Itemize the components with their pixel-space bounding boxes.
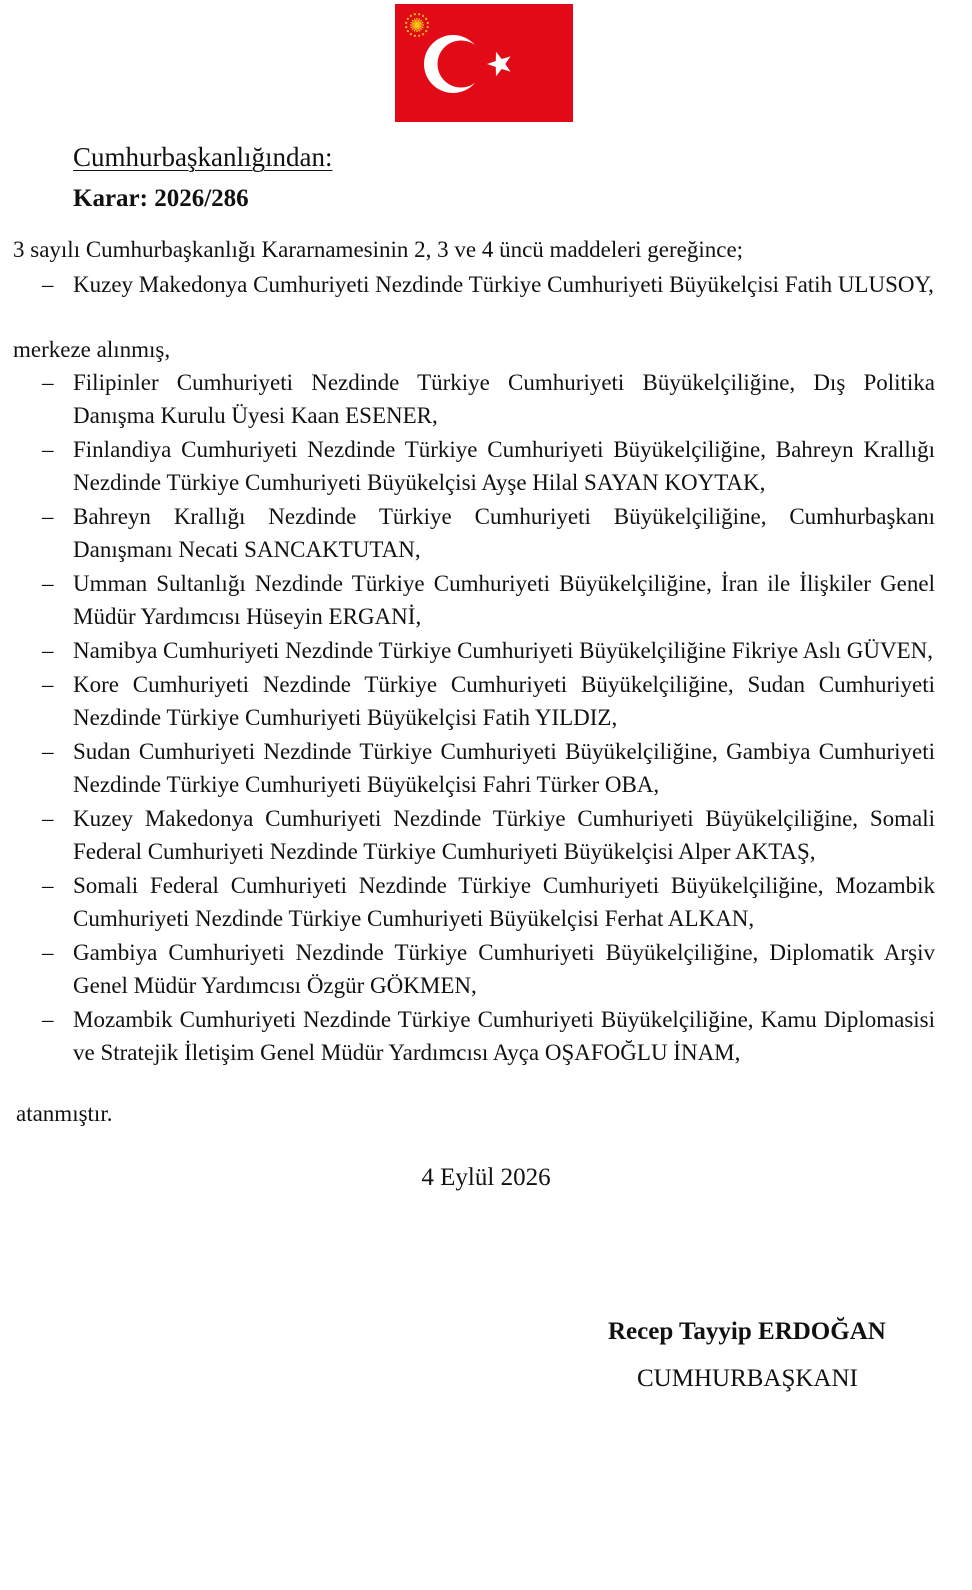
appointments-list: [0, 366, 972, 1070]
list-item: [42, 366, 935, 432]
list-item: [42, 1003, 935, 1069]
list-item: [42, 936, 935, 1002]
intro-paragraph: 3 sayılı Cumhurbaşkanlığı Kararnamesinin 2, 3 ve 4 üncü maddeleri gereğince;: [13, 237, 744, 262]
seal-star: [414, 13, 416, 15]
list-item: [42, 668, 935, 734]
list-item-text: Somali Federal Cumhuriyeti Nezdinde Türkiye Cumhuriyeti Büyükelçiliğine, Mozambik Cumhuriyeti Nezdinde Türkiye Cumhuriyeti Büyükelçisi Ferhat ALKAN,: [73, 873, 935, 931]
dash-marker: –: [42, 571, 54, 596]
seal-star: [425, 18, 427, 20]
seal-ray: [414, 19, 416, 23]
removed-list: [0, 268, 972, 302]
list-item-text: Finlandiya Cumhuriyeti Nezdinde Türkiye Cumhuriyeti Büyükelçiliğine, Bahreyn Krallığı Nezdinde Türkiye Cumhuriyeti Büyükelçisi Ayşe Hilal SAYAN KOYTAK,: [73, 437, 935, 495]
decision-date: 4 Eylül 2026: [421, 1164, 551, 1191]
seal-ray: [412, 20, 415, 23]
list-item-text: Kore Cumhuriyeti Nezdinde Türkiye Cumhuriyeti Büyükelçiliğine, Sudan Cumhuriyeti Nezdinde Türkiye Cumhuriyeti Büyükelçisi Fatih YILDIZ,: [73, 672, 935, 730]
list-item: [42, 634, 935, 667]
seal-sun-core: [414, 22, 420, 28]
seal-star: [407, 18, 409, 20]
dash-marker: –: [42, 437, 54, 462]
seal-star: [422, 33, 424, 35]
dash-marker: –: [42, 1007, 54, 1032]
seal-star: [410, 33, 412, 35]
list-item-text: Namibya Cumhuriyeti Nezdinde Türkiye Cumhuriyeti Büyükelçiliğine Fikriye Aslı GÜVEN,: [73, 638, 934, 663]
dash-marker: –: [42, 940, 54, 965]
dash-marker: –: [42, 370, 54, 395]
signer-title: CUMHURBAŞKANI: [637, 1365, 858, 1392]
presidential-seal-icon: [405, 13, 429, 37]
dash-marker: –: [42, 873, 54, 898]
list-item: [42, 433, 935, 499]
seal-star: [427, 22, 429, 24]
closing-text: atanmıştır.: [16, 1101, 113, 1126]
list-item: [42, 567, 935, 633]
removed-note: merkeze alınmış,: [13, 337, 171, 362]
seal-star: [405, 26, 407, 28]
seal-ray: [411, 22, 415, 24]
seal-ray: [420, 22, 424, 24]
seal-star: [407, 30, 409, 32]
list-item-text: Gambiya Cumhuriyeti Nezdinde Türkiye Cumhuriyeti Büyükelçiliğine, Diplomatik Arşiv Genel Müdür Yardımcısı Özgür GÖKMEN,: [73, 940, 935, 998]
issuer-heading: Cumhurbaşkanlığından:: [73, 142, 333, 172]
dash-marker: –: [42, 504, 54, 529]
list-item: [42, 500, 935, 566]
list-item: [42, 869, 935, 935]
seal-star: [405, 22, 407, 24]
dash-marker: –: [42, 672, 54, 697]
turkish-flag: [395, 4, 573, 122]
seal-star: [418, 35, 420, 37]
seal-star: [410, 15, 412, 17]
seal-ray: [419, 20, 422, 23]
list-item: [42, 268, 935, 301]
list-item: [42, 802, 935, 868]
list-item-text: Kuzey Makedonya Cumhuriyeti Nezdinde Türkiye Cumhuriyeti Büyükelçiliğine, Somali Federal Cumhuriyeti Nezdinde Türkiye Cumhuriyeti Büyükelçisi Alper AKTAŞ,: [73, 806, 935, 864]
decision-number: Karar: 2026/286: [73, 185, 249, 212]
seal-ray: [420, 26, 424, 28]
dash-marker: –: [42, 638, 54, 663]
seal-star: [422, 15, 424, 17]
dash-marker: –: [42, 272, 54, 297]
seal-ray: [419, 27, 422, 30]
seal-ray: [418, 28, 420, 32]
seal-ray: [418, 19, 420, 23]
seal-ray: [414, 28, 416, 32]
seal-ray: [411, 26, 415, 28]
dash-marker: –: [42, 806, 54, 831]
seal-star: [418, 13, 420, 15]
list-item-text: Filipinler Cumhuriyeti Nezdinde Türkiye Cumhuriyeti Büyükelçiliğine, Dış Politika Danışma Kurulu Üyesi Kaan ESENER,: [73, 370, 935, 428]
seal-ray: [412, 27, 415, 30]
list-item: [42, 735, 935, 801]
list-item-text: Mozambik Cumhuriyeti Nezdinde Türkiye Cumhuriyeti Büyükelçiliğine, Kamu Diplomasisi ve Stratejik İletişim Genel Müdür Yardımcısı Ayça OŞAFOĞLU İNAM,: [73, 1007, 935, 1065]
list-item-text: Umman Sultanlığı Nezdinde Türkiye Cumhuriyeti Büyükelçiliğine, İran ile İlişkiler Genel Müdür Yardımcısı Hüseyin ERGANİ,: [73, 571, 935, 629]
seal-star: [425, 30, 427, 32]
dash-marker: –: [42, 739, 54, 764]
flag-graphic: [395, 4, 573, 122]
signer-name: Recep Tayyip ERDOĞAN: [608, 1318, 886, 1345]
list-item-text: Sudan Cumhuriyeti Nezdinde Türkiye Cumhuriyeti Büyükelçiliğine, Gambiya Cumhuriyeti Nezdinde Türkiye Cumhuriyeti Büyükelçisi Fahri Türker OBA,: [73, 739, 935, 797]
list-item-text: Kuzey Makedonya Cumhuriyeti Nezdinde Türkiye Cumhuriyeti Büyükelçisi Fatih ULUSOY,: [73, 272, 934, 297]
crescent-and-star-icon: [424, 35, 511, 93]
seal-star: [414, 35, 416, 37]
list-item-text: Bahreyn Krallığı Nezdinde Türkiye Cumhuriyeti Büyükelçiliğine, Cumhurbaşkanı Danışmanı Necati SANCAKTUTAN,: [73, 504, 935, 562]
seal-star: [427, 26, 429, 28]
